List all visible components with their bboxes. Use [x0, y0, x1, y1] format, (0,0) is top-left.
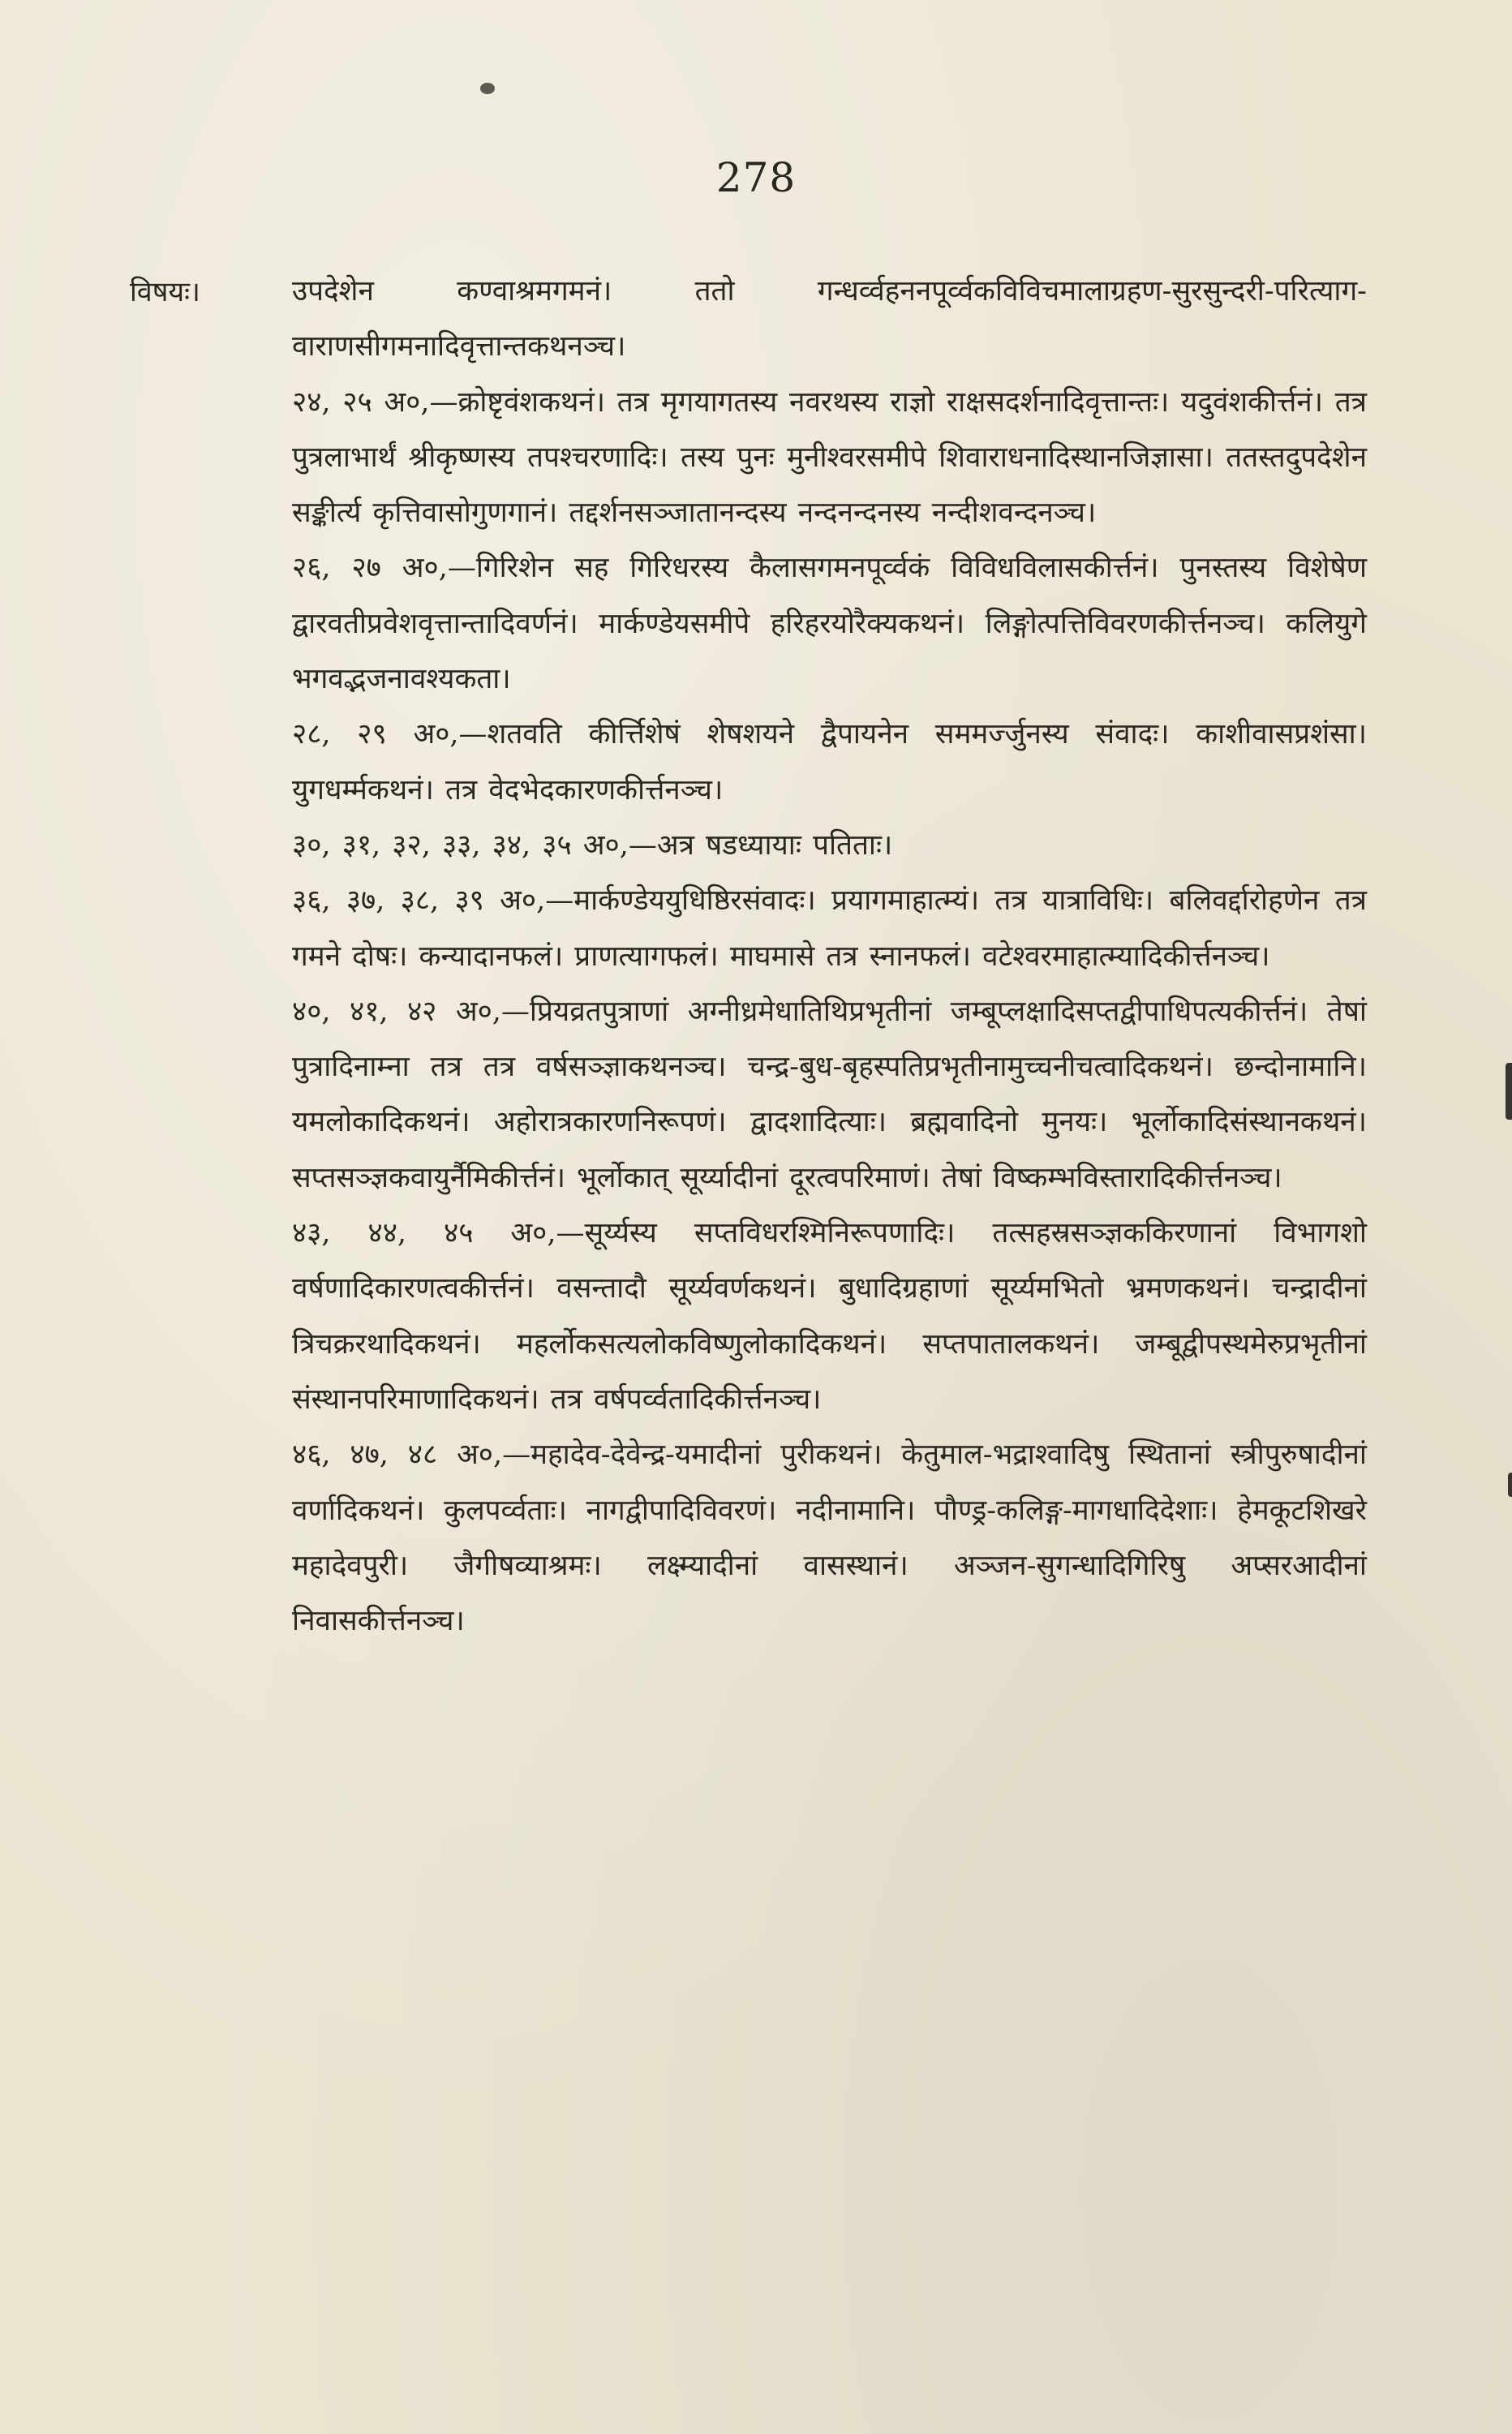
paragraph: ४३, ४४, ४५ अ०,—सूर्य्यस्य सप्तविधरश्मिनिरूपणादिः। तत्सहस्रसञ्ज्ञककिरणानां विभागशो वर्षणादिकारणत्वकीर्त्तनं। वसन्तादौ सूर्य्यवर्णकथनं। बुधादिग्रहाणां सूर्य्यमभितो भ्रमणकथनं। चन्द्रादीनां त्रिचक्ररथादिकथनं। महर्लोकसत्यलोकविष्णुलोकादिकथनं। सप्तपातालकथनं। जम्बूद्वीपस्थमेरुप्रभृतीनां संस्थानपरिमाणादिकथनं। तत्र वर्षपर्व्वतादिकीर्त्तनञ्च। [292, 1217, 1367, 1416]
paragraph: २४, २५ अ०,—क्रोष्टृवंशकथनं। तत्र मृगयागतस्य नवरथस्य राज्ञो राक्षसदर्शनादिवृत्तान्तः। यदुवंशकीर्त्तनं। तत्र पुत्रलाभार्थं श्रीकृष्णस्य तपश्चरणादिः। तस्य पुनः मुनीश्वरसमीपे शिवाराधनादिस्थानजिज्ञासा। ततस्तदुपदेशेन सङ्कीर्त्य कृत्तिवासोगुणगानं। तद्दर्शनसञ्जातानन्दस्य नन्दनन्दनस्य नन्दीशवन्दनञ्च। [292, 385, 1367, 530]
paragraph: उपदेशेन कण्वाश्रमगमनं। ततो गन्धर्व्वहननपूर्व्वकविविचमालाग्रहण-सुरसुन्दरी-परित्याग-वाराणसीगमनादिवृत्तान्तकथनञ्च। [292, 275, 1367, 363]
paragraph: २८, २९ अ०,—शतवति कीर्त्तिशेषं शेषशयने द्वैपायनेन सममर्ज्जुनस्य संवादः। काशीवासप्रशंसा। युगधर्म्मकथनं। तत्र वेदभेदकारणकीर्त्तनञ्च। [292, 718, 1367, 806]
ink-speck [480, 83, 495, 94]
paragraph: ४०, ४१, ४२ अ०,—प्रियव्रतपुत्राणां अग्नीध्रमेधातिथिप्रभृतीनां जम्बूप्लक्षादिसप्तद्वीपाधिपत्यकीर्त्तनं। तेषां पुत्रादिनाम्ना तत्र तत्र वर्षसञ्ज्ञाकथनञ्च। चन्द्र-बुध-बृहस्पतिप्रभृतीनामुच्चनीचत्वादिकथनं। छन्दोनामानि। यमलोकादिकथनं। अहोरात्रकारणनिरूपणं। द्वादशादित्याः। ब्रह्मवादिनो मुनयः। भूर्लोकादिसंस्थानकथनं। सप्तसञ्ज्ञकवायुर्नैमिकीर्त्तनं। भूर्लोकात् सूर्य्यादीनां दूरत्वपरिमाणं। तेषां विष्कम्भविस्तारादिकीर्त्तनञ्च। [292, 995, 1367, 1194]
paragraph: ४६, ४७, ४८ अ०,—महादेव-देवेन्द्र-यमादीनां पुरीकथनं। केतुमाल-भद्राश्वादिषु स्थितानां स्त्रीपुरुषादीनां वर्णादिकथनं। कुलपर्व्वताः। नागद्वीपादिविवरणं। नदीनामानि। पौण्ड्र-कलिङ्ग-मागधादिदेशाः। हेमकूटशिखरे महादेवपुरी। जैगीषव्याश्रमः। लक्ष्म्यादीनां वासस्थानं। अञ्जन-सुगन्धादिगिरिषु अप्सरआदीनां निवासकीर्त्तनञ्च। [292, 1438, 1367, 1638]
edge-mark [1508, 1473, 1512, 1497]
paragraph: ३६, ३७, ३८, ३९ अ०,—मार्कण्डेययुधिष्ठिरसंवादः। प्रयागमाहात्म्यं। तत्र यात्राविधिः। बलिवर्द्दारोहणेन तत्र गमने दोषः। कन्यादानफलं। प्राणत्यागफलं। माघमासे तत्र स्नानफलं। वटेश्वरमाहात्म्यादिकीर्त्तनञ्च। [292, 884, 1367, 973]
paragraph: २६, २७ अ०,—गिरिशेन सह गिरिधरस्य कैलासगमनपूर्व्वकं विविधविलासकीर्त्तनं। पुनस्तस्य विशेषेण द्वारवतीप्रवेशवृत्तान्तादिवर्णनं। मार्कण्डेयसमीपे हरिहरयोरैक्यकथनं। लिङ्गोत्पत्तिविवरणकीर्त्तनञ्च। कलियुगे भगवद्भजनावश्यकता। [292, 552, 1367, 696]
edge-mark [1506, 1063, 1512, 1120]
subject-label: विषयः। [130, 276, 200, 308]
contents-text [292, 264, 1367, 1649]
page-number: 278 [715, 154, 797, 201]
paragraph: ३०, ३१, ३२, ३३, ३४, ३५ अ०,—अत्र षडध्यायाः पतिताः। [292, 828, 893, 862]
